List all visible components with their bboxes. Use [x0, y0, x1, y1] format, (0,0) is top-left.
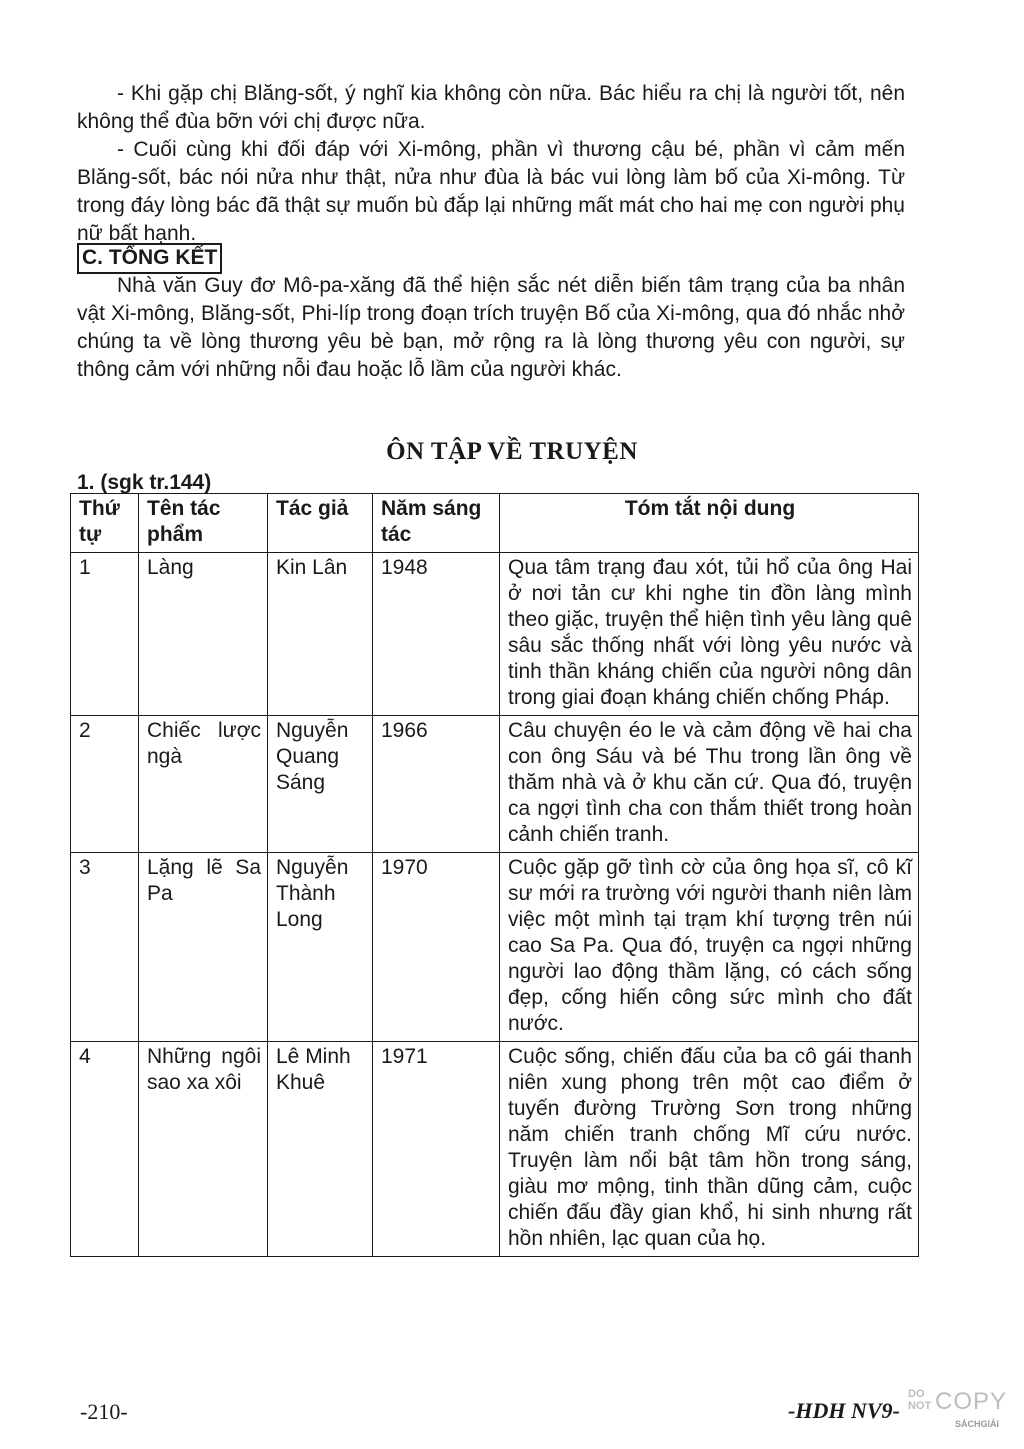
cell-year: 1966: [373, 716, 500, 853]
summary-paragraph: Nhà văn Guy đơ Mô-pa-xăng đã thể hiện sắc nét diễn biến tâm trạng của ba nhân vật Xi-mông, Blăng-sốt, Phi-líp trong đoạn trích truyện Bố của Xi-mông, qua đó nhắc nhở chúng ta về lòng thương yêu bè bạn, mở rộng ra là lòng thương yêu con người, sự thông cảm với những nỗi đau hoặc lỗ lầm của người khác.: [77, 274, 905, 381]
watermark-not: NOT: [908, 1400, 932, 1412]
cell-summary: Cuộc sống, chiến đấu của ba cô gái thanh niên xung phong trên một cao điểm ở tuyến đường Trường Sơn trong những năm chiến tranh chống Mĩ cứu nước. Truyện làm nổi bật tâm hồn trong sáng, giàu mơ mộng, tinh thần dũng cảm, cuộc chiến đấu đầy gian khổ, hi sinh nhưng rất hồn nhiên, lạc quan của họ.: [500, 1042, 919, 1257]
cell-order: 1: [71, 553, 139, 716]
works-table: [70, 493, 919, 1257]
cell-author: Nguyễn Quang Sáng: [268, 716, 373, 853]
cell-work: Chiếc lược ngà: [139, 716, 268, 853]
cell-work: Những ngôi sao xa xôi: [139, 1042, 268, 1257]
cell-summary: Cuộc gặp gỡ tình cờ của ông họa sĩ, cô kĩ sư mới ra trường với người thanh niên làm việc một mình tại trạm khí tượng trên núi cao Sa Pa. Qua đó, truyện ca ngợi những người lao động thầm lặng, có cách sống đẹp, cống hiến công sức mình cho đất nước.: [500, 853, 919, 1042]
table-row: [71, 553, 919, 716]
cell-order: 3: [71, 853, 139, 1042]
cell-work: Làng: [139, 553, 268, 716]
header-work: Tên tác phẩm: [139, 494, 268, 553]
cell-order: 2: [71, 716, 139, 853]
cell-author: Kin Lân: [268, 553, 373, 716]
watermark-logo: [905, 1388, 1008, 1438]
page-number: -210-: [80, 1399, 128, 1424]
intro-paragraph: - Cuối cùng khi đối đáp với Xi-mông, phần vì thương cậu bé, phần vì cảm mến Blăng-sốt, bác nói nửa như thật, nửa như đùa là bác vui lòng làm bố của Xi-mông. Từ trong đáy lòng bác đã thật sự muốn bù đắp lại những mất mát cho hai mẹ con người phụ nữ bất hạnh.: [77, 138, 905, 245]
review-title: ÔN TẬP VỀ TRUYỆN: [386, 438, 638, 465]
cell-year: 1970: [373, 853, 500, 1042]
header-year: Năm sáng tác: [373, 494, 500, 553]
cell-summary: Câu chuyện éo le và cảm động về hai cha con ông Sáu và bé Thu trong lần ông về thăm nhà và ở khu căn cứ. Qua đó, truyện ca ngợi tình cha con thắm thiết trong hoàn cảnh chiến tranh.: [500, 716, 919, 853]
table-row: [71, 1042, 919, 1257]
table-row: [71, 853, 919, 1042]
header-order: Thứ tự: [71, 494, 139, 553]
cell-work: Lặng lẽ Sa Pa: [139, 853, 268, 1042]
watermark-brand: SÁCHGIẢI: [955, 1419, 1000, 1429]
cell-order: 4: [71, 1042, 139, 1257]
exercise-label: 1. (sgk tr.144): [77, 471, 212, 494]
summary-text: [77, 272, 905, 384]
watermark-do: DO: [908, 1388, 925, 1400]
intro-paragraph: - Khi gặp chị Blăng-sốt, ý nghĩ kia không còn nữa. Bác hiểu ra chị là người tốt, nên không thể đùa bỡn với chị được nữa.: [77, 82, 905, 133]
cell-summary: Qua tâm trạng đau xót, tủi hổ của ông Hai ở nơi tản cư khi nghe tin đồn làng mình theo giặc, truyện thể hiện tình yêu làng quê sâu sắc thống nhất với lòng yêu nước và tinh thần kháng chiến của người nông dân trong giai đoạn kháng chiến chống Pháp.: [500, 553, 919, 716]
header-author: Tác giả: [268, 494, 373, 553]
intro-text: [77, 80, 905, 248]
cell-year: 1971: [373, 1042, 500, 1257]
section-heading: C. TỔNG KẾT: [77, 243, 222, 274]
cell-author: Lê Minh Khuê: [268, 1042, 373, 1257]
table-row: [71, 716, 919, 853]
table-header-row: [71, 494, 919, 553]
book-code: -HDH NV9-: [788, 1398, 900, 1423]
cell-year: 1948: [373, 553, 500, 716]
watermark-copy: COPY: [935, 1388, 1008, 1415]
header-summary: Tóm tắt nội dung: [500, 494, 919, 553]
cell-author: Nguyễn Thành Long: [268, 853, 373, 1042]
